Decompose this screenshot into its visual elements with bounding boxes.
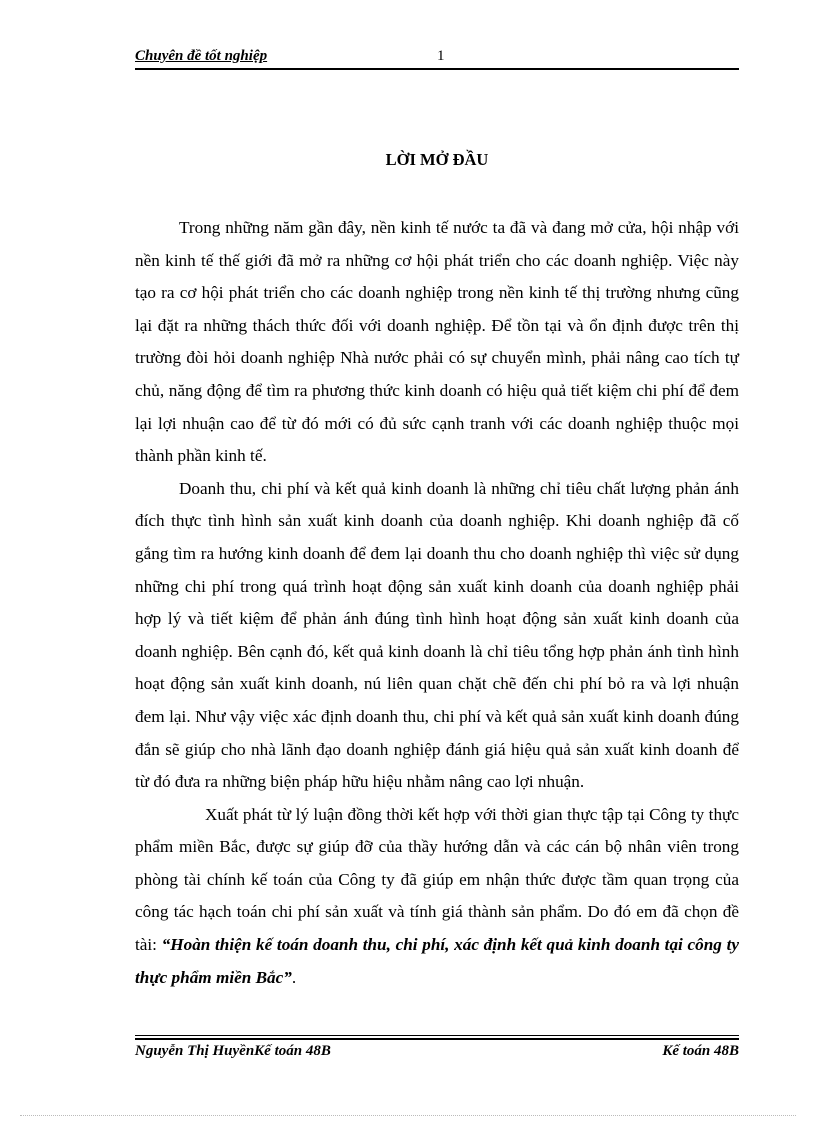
- paragraph-2: Doanh thu, chi phí và kết quả kinh doanh là những chỉ tiêu chất lượng phản ánh đích thực tình hình sản xuất kinh doanh của doanh nghiệp. Khi doanh nghiệp đã cố gắng tìm ra hướng kinh doanh để đem lại doanh thu cho doanh nghiệp thì việc sử dụng những chi phí trong quá trình hoạt động sản xuất kinh doanh của doanh nghiệp phải hợp lý và tiết kiệm để phản ánh đúng tình hình hoạt động sản xuất kinh doanh của doanh nghiệp. Bên cạnh đó, kết quả kinh doanh là chỉ tiêu tổng hợp phản ánh tình hình hoạt động sản xuất kinh doanh, nú liên quan chặt chẽ đến chi phí bỏ ra và lợi nhuận đem lại. Như vậy việc xác định doanh thu, chi phí và kết quả sản xuất kinh doanh đúng đắn sẽ giúp cho nhà lãnh đạo doanh nghiệp đánh giá hiệu quả sản xuất kinh doanh để từ đó đưa ra những biện pháp hữu hiệu nhằm nâng cao lợi nhuận.: [135, 478, 739, 792]
- body-text: [135, 212, 739, 994]
- footer-divider-thick: [135, 1038, 739, 1040]
- paragraph-3-text: Xuất phát từ lý luận đồng thời kết hợp với thời gian thực tập tại Công ty thực phẩm miền Bắc, được sự giúp đỡ của thầy hướng dẫn và các cán bộ nhân viên trong phòng tài chính kế toán của Công ty đã giúp em nhận thức được tầm quan trọng của công tác hạch toán chi phí sản xuất và tính giá thành sản phẩm. Do đó em đã chọn đề tài:: [135, 804, 739, 955]
- footer-author: Nguyễn Thị HuyềnKế toán 48B: [135, 1043, 331, 1059]
- thesis-topic: “Hoàn thiện kế toán doanh thu, chi phí, xác định kết quả kinh doanh tại công ty thực phẩm miền Bắc”: [135, 935, 739, 987]
- page-bottom-border: [20, 1115, 796, 1116]
- footer-divider-thin: [135, 1035, 739, 1036]
- header-title: Chuyên đề tốt nghiệp: [135, 48, 268, 64]
- paragraph-3: [135, 799, 739, 995]
- page-number: 1: [437, 48, 445, 64]
- header-divider: [135, 68, 739, 70]
- paragraph-1: Trong những năm gần đây, nền kinh tế nước ta đã và đang mở cửa, hội nhập với nền kinh tế thế giới đã mở ra những cơ hội phát triển cho các doanh nghiệp. Việc này tạo ra cơ hội phát triển cho các doanh nghiệp trong nền kinh tế thị trường nhưng cũng lại đặt ra những thách thức đối với doanh nghiệp. Để tồn tại và ổn định được trên thị trường đòi hỏi doanh nghiệp Nhà nước phải có sự chuyển mình, phải nâng cao tích tự chủ, năng động để tìm ra phương thức kinh doanh có hiệu quả tiết kiệm chi phí để đem lại lợi nhuận cao để từ đó mới có đủ sức cạnh tranh với các doanh nghiệp thuộc mọi thành phần kinh tế.: [135, 218, 739, 466]
- page-header: [135, 48, 739, 70]
- footer-class: Kế toán 48B: [662, 1043, 739, 1059]
- page-title: LỜI MỞ ĐẦU: [385, 150, 489, 169]
- paragraph-3-end: .: [291, 967, 297, 987]
